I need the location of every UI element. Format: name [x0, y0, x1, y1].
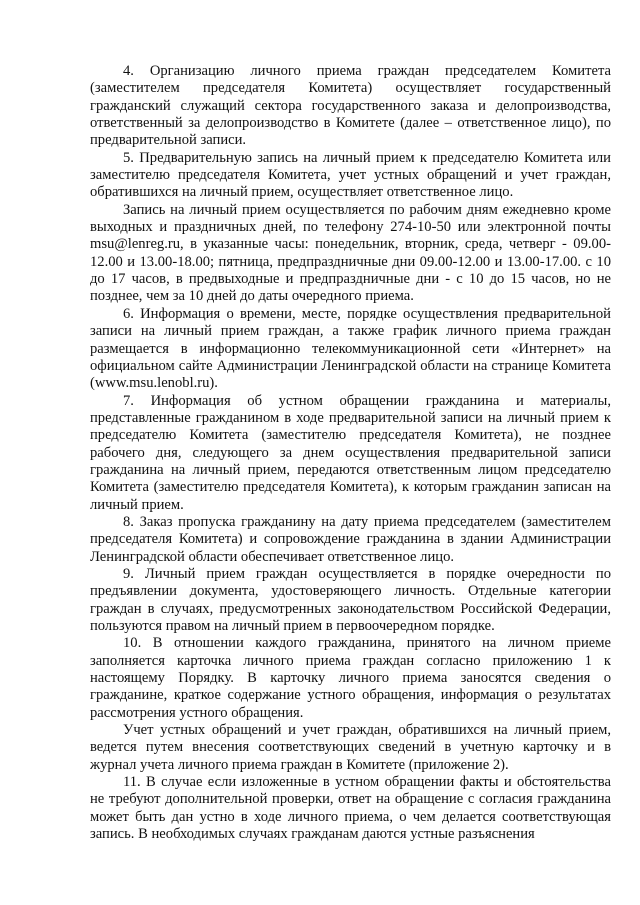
paragraph-item-4: 4. Организацию личного приема граждан председателем Комитета (заместителем председателя Комитета) осуществляет государственный гражданский служащий сектора государственного заказа и делопроизводства, ответственный за делопроизводство в Комитете (далее – ответственное лицо), по предварительной записи. — [90, 63, 611, 149]
paragraph-item-8: 8. Заказ пропуска гражданину на дату приема председателем (заместителем председателя Комитета) и сопровождение гражданина в здании Администрации Ленинградской области обеспечивает ответственное лицо. — [90, 513, 611, 565]
paragraph-item-9: 9. Личный прием граждан осуществляется в порядке очередности по предъявлении документа, удостоверяющего личность. Отдельные категории граждан в случаях, предусмотренных законодательством Российской Федерации, пользуются правом на личный прием в первоочередном порядке. — [90, 565, 611, 634]
paragraph-item-11: 11. В случае если изложенные в устном обращении факты и обстоятельства не требуют дополнительной проверки, ответ на обращение с согласия гражданина может быть дан устно в ходе личного приема, о чем делается соответствующая запись. В необходимых случаях гражданам даются устные разъяснения — [90, 774, 611, 843]
paragraph-appointment-schedule: Запись на личный прием осуществляется по рабочим дням ежедневно кроме выходных и праздничных дней, по телефону 274-10-50 или электронной почты msu@lenreg.ru, в указанные часы: понедельник, вторник, среда, четверг - 09.00-12.00 и 13.00-18.00; пятница, предпраздничные дни 09.00-12.00 и 13.00-17.00. с 10 до 17 часов, в предвыходные и предпраздничные дни - с 10 до 15 часов, но не позднее, чем за 10 дней до даты очередного приема. — [90, 201, 611, 305]
document-body — [90, 63, 611, 843]
paragraph-record-keeping: Учет устных обращений и учет граждан, обратившихся на личный прием, ведется путем внесения соответствующих сведений в учетную карточку и в журнал учета личного приема граждан в Комитете (приложение 2). — [90, 722, 611, 773]
paragraph-item-5: 5. Предварительную запись на личный прием к председателю Комитета или заместителю председателя Комитета, учет устных обращений и учет граждан, обратившихся на личный прием, осуществляет ответственное лицо. — [90, 149, 611, 201]
paragraph-item-7: 7. Информация об устном обращении гражданина и материалы, представленные гражданином в ходе предварительной записи на личный прием к председателю Комитета (заместителю председателя Комитета), не позднее рабочего дня, следующего за днем осуществления предварительной записи гражданина на личный прием, передаются ответственным лицом председателю Комитета (заместителю председателя Комитета), к которым гражданин записан на личный прием. — [90, 392, 611, 513]
paragraph-item-10: 10. В отношении каждого гражданина, принятого на личном приеме заполняется карточка личного приема граждан согласно приложению 1 к настоящему Порядку. В карточку личного приема заносятся сведения о гражданине, краткое содержание устного обращения, информация о результатах рассмотрения устного обращения. — [90, 635, 611, 721]
paragraph-item-6: 6. Информация о времени, месте, порядке осуществления предварительной записи на личный прием граждан, а также график личного приема граждан размещается в информационно телекоммуникационной сети «Интернет» на официальном сайте Администрации Ленинградской области на странице Комитета (www.msu.lenobl.ru). — [90, 305, 611, 392]
